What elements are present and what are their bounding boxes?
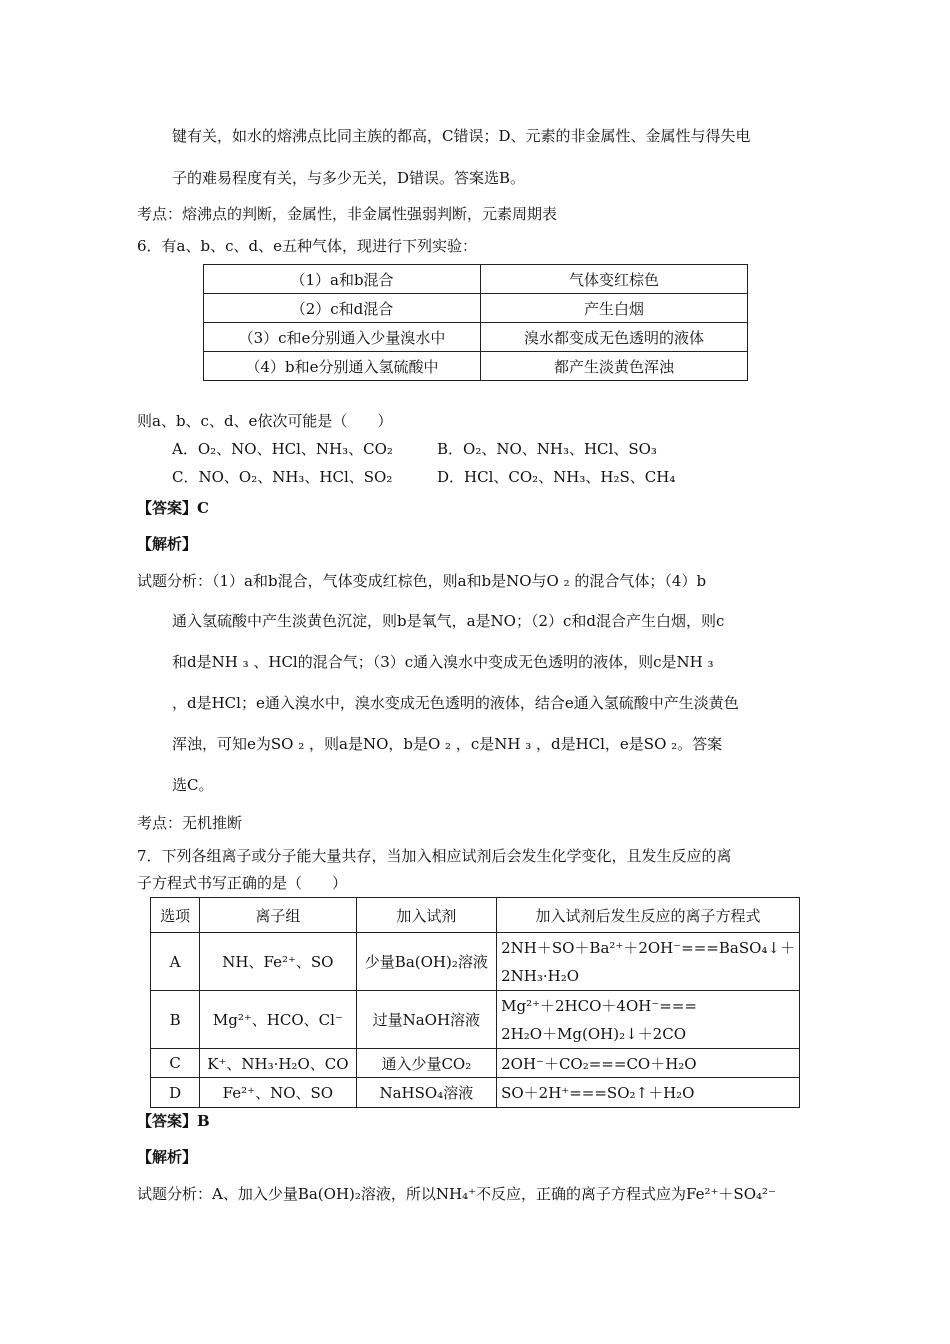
explanation-line: 试题分析：（1）a和b混合，气体变成红棕色，则a和b是NO与O ₂ 的混合气体；（4）b <box>137 572 707 590</box>
analysis-label: 【解析】 <box>137 535 198 553</box>
kaodian-line: 考点：熔沸点的判断，金属性，非金属性强弱判断，元素周期表 <box>137 205 558 223</box>
answer-label: 【答案】C <box>137 499 209 517</box>
table-cell: 都产生淡黄色浑浊 <box>481 352 748 381</box>
explanation-line: 通入氢硫酸中产生淡黄色沉淀，则b是氧气，a是NO；（2）c和d混合产生白烟，则c <box>172 612 725 630</box>
option-c: C．NO、O₂、NH₃、HCl、SO₂ <box>172 468 393 486</box>
table-cell: 气体变红棕色 <box>481 265 748 294</box>
explanation-line: 浑浊，可知e为SO ₂ ，则a是NO，b是O ₂ ，c是NH ₃ ，d是HCl，e是SO ₂。答案 <box>172 735 723 753</box>
experiment-table <box>203 264 748 381</box>
paragraph-line: 键有关，如水的熔沸点比同主族的都高，C错误；D、元素的非金属性、金属性与得失电 <box>172 127 751 145</box>
table-cell: NH、Fe²⁺、SO <box>200 933 356 991</box>
explanation-line: 选C。 <box>172 776 214 794</box>
table-row <box>151 1078 800 1108</box>
question-7-stem: 7．下列各组离子或分子能大量共存，当加入相应试剂后会发生化学变化，且发生反应的离 <box>137 847 732 865</box>
explanation-line: ，d是HCl；e通入溴水中，溴水变成无色透明的液体，结合e通入氢硫酸中产生淡黄色 <box>172 694 739 712</box>
question-6-stem: 6．有a、b、c、d、e五种气体，现进行下列实验： <box>137 237 477 255</box>
equation-line: 2NH＋SO＋Ba²⁺＋2OH⁻===BaSO₄↓＋ <box>501 938 795 957</box>
table-row <box>151 933 800 991</box>
table-row <box>151 1049 800 1078</box>
table-cell: 过量NaOH溶液 <box>356 991 497 1049</box>
table-cell <box>497 991 800 1049</box>
table-cell: （4）b和e分别通入氢硫酸中 <box>204 352 481 381</box>
kaodian-line: 考点：无机推断 <box>137 814 243 832</box>
table-cell: K⁺、NH₃·H₂O、CO <box>200 1049 356 1078</box>
table-cell: A <box>151 933 200 991</box>
table-cell: B <box>151 991 200 1049</box>
table-header-cell: 离子组 <box>200 898 356 933</box>
table-cell: 通入少量CO₂ <box>356 1049 497 1078</box>
table-cell <box>497 933 800 991</box>
table-row <box>204 265 748 294</box>
table-cell: C <box>151 1049 200 1078</box>
table-row <box>151 991 800 1049</box>
table-cell: （3）c和e分别通入少量溴水中 <box>204 323 481 352</box>
paragraph-line: 子的难易程度有关，与多少无关，D错误。答案选B。 <box>172 169 526 187</box>
explanation-line: 试题分析：A、加入少量Ba(OH)₂溶液，所以NH₄⁺不反应，正确的离子方程式应为Fe²⁺＋SO₄²⁻ <box>137 1185 776 1203</box>
equation-line: Mg²⁺＋2HCO＋4OH⁻=== <box>501 996 697 1015</box>
table-row <box>204 352 748 381</box>
table-header-cell: 选项 <box>151 898 200 933</box>
table-row <box>204 323 748 352</box>
question-7-stem: 子方程式书写正确的是（ ） <box>137 874 348 892</box>
table-cell: Fe²⁺、NO、SO <box>200 1078 356 1108</box>
question-6-prompt: 则a、b、c、d、e依次可能是（ ） <box>137 412 393 430</box>
equation-line: 2H₂O＋Mg(OH)₂↓＋2CO <box>501 1024 686 1043</box>
table-header-cell: 加入试剂后发生反应的离子方程式 <box>497 898 800 933</box>
analysis-label: 【解析】 <box>137 1148 198 1166</box>
table-cell: （2）c和d混合 <box>204 294 481 323</box>
option-a: A．O₂、NO、HCl、NH₃、CO₂ <box>172 440 393 458</box>
table-cell: 溴水都变成无色透明的液体 <box>481 323 748 352</box>
table-cell: 2OH⁻＋CO₂===CO＋H₂O <box>497 1049 800 1078</box>
table-cell: Mg²⁺、HCO、Cl⁻ <box>200 991 356 1049</box>
table-cell: SO＋2H⁺===SO₂↑＋H₂O <box>497 1078 800 1108</box>
table-header-row <box>151 898 800 933</box>
table-cell: （1）a和b混合 <box>204 265 481 294</box>
table-row <box>204 294 748 323</box>
option-d: D．HCl、CO₂、NH₃、H₂S、CH₄ <box>437 468 676 486</box>
table-header-cell: 加入试剂 <box>356 898 497 933</box>
table-cell: NaHSO₄溶液 <box>356 1078 497 1108</box>
option-b: B．O₂、NO、NH₃、HCl、SO₃ <box>437 440 657 458</box>
table-cell: 产生白烟 <box>481 294 748 323</box>
equation-line: 2NH₃·H₂O <box>501 966 580 985</box>
answer-label: 【答案】B <box>137 1112 210 1130</box>
ion-reaction-table <box>150 897 800 1108</box>
explanation-line: 和d是NH ₃ 、HCl的混合气；（3）c通入溴水中变成无色透明的液体，则c是NH ₃ <box>172 653 714 671</box>
table-cell: 少量Ba(OH)₂溶液 <box>356 933 497 991</box>
table-cell: D <box>151 1078 200 1108</box>
